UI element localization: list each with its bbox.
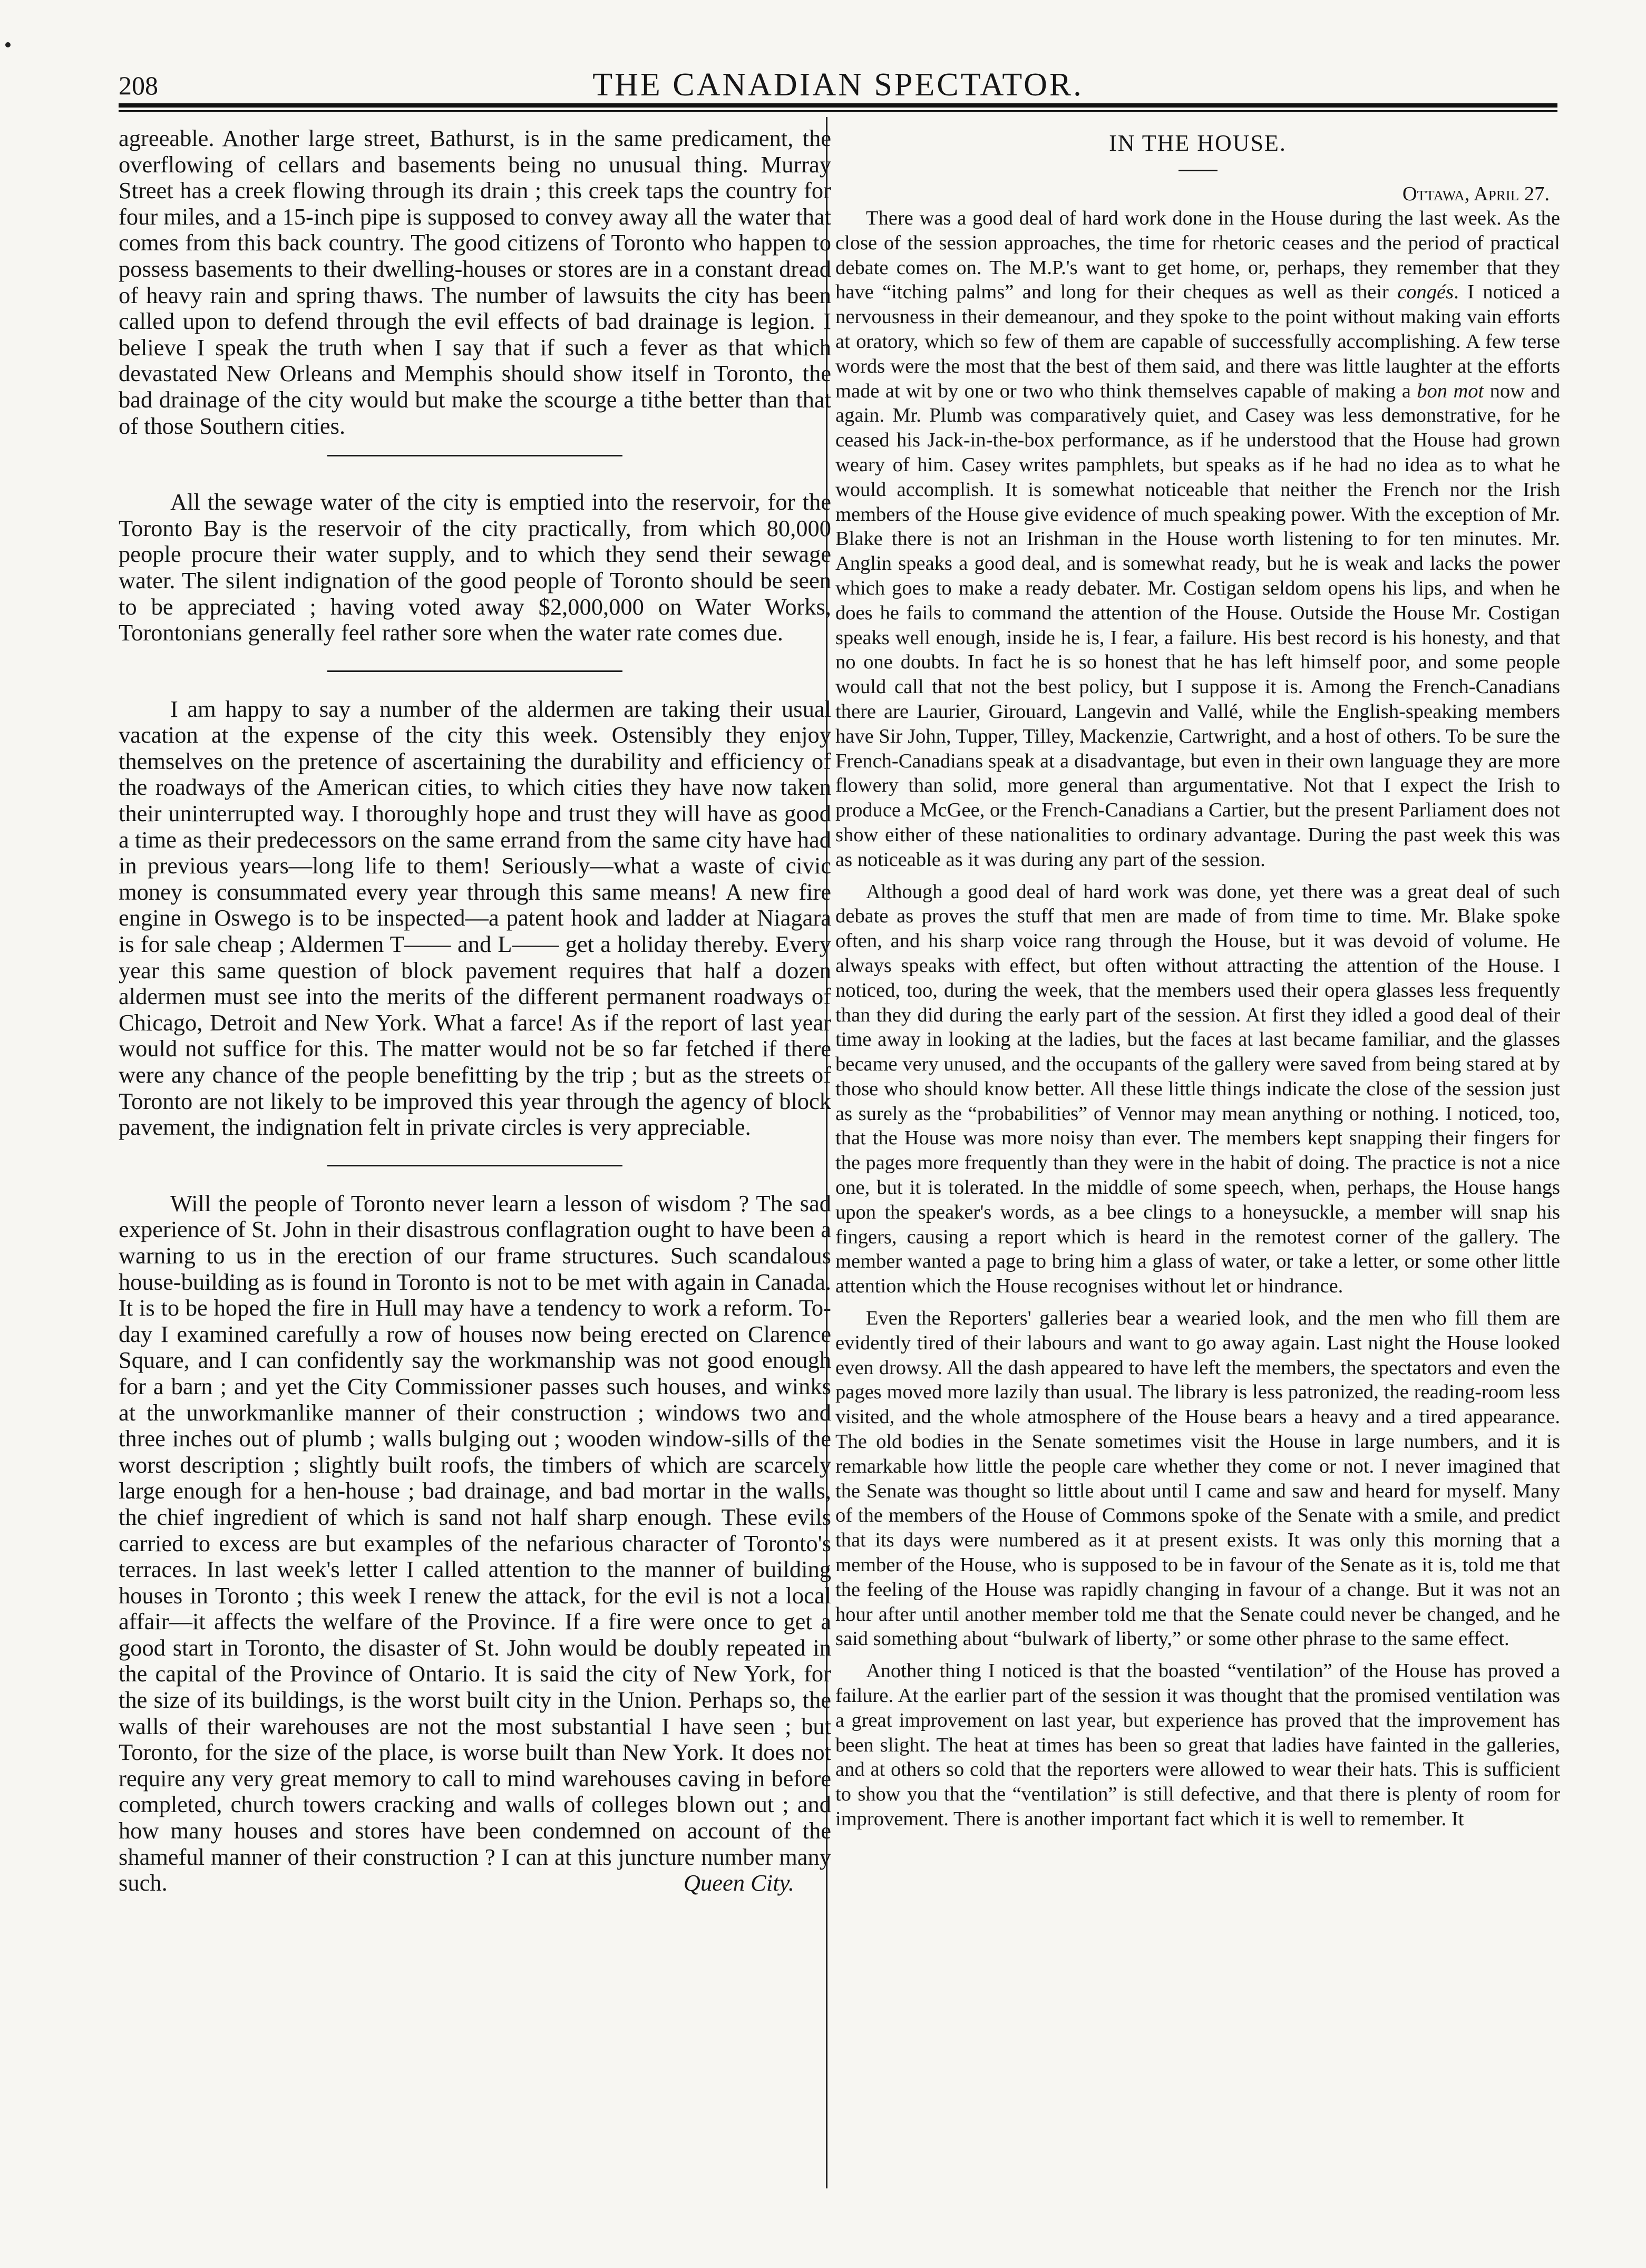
left-paragraph-1: agreeable. Another large street, Bathurst, is in the same predicament, the overflowing of cellars and basements being no unusual thing. Murray Street has a creek flowing through its drain ; this creek taps the country for four miles, and a 15-inch pipe is supposed to convey away all the water that comes from this back country. The good citizens of Toronto who happen to possess basements to their dwelling-houses or stores are in a constant dread of heavy rain and spring thaws. The number of lawsuits the city has been called upon to defend through the evil effects of bad drainage is legion. I believe I speak the truth when I say that if such a fever as that which devastated New Orleans and Memphis should show itself in Toronto, the bad drainage of the city would but make the scourge a tithe better than that of those Southern cities. [119, 125, 831, 439]
journal-title: THE CANADIAN SPECTATOR. [592, 67, 1084, 103]
right-paragraph-2: Although a good deal of hard work was done, yet there was a great deal of such debate as proves the stuff that men are made of from time to time. Mr. Blake spoke often, and his sharp voice rang through the House, but it was devoid of volume. He always speaks with effect, but often without attracting the attention of the House. I noticed, too, during the week, that the members used their opera glasses less frequently than they did during the early part of the session. At first they idled a good deal of their time away in looking at the ladies, but the faces at last became familiar, and the glasses became very unused, and the occupants of the gallery were saved from being stared at by those who should know better. All these little things indicate the close of the session just as surely as the “probabilities” of Vennor may mean anything or nothing. I noticed, too, that the House was more noisy than ever. The members kept snapping their fingers for the pages more frequently than they were in the habit of doing. The practice is not a nice one, but it is tolerated. In the middle of some speech, when, perhaps, the House hangs upon the speaker's words, as a bee clings to a honeysuckle, a member will snap his fingers, causing a report which is heard in the remotest corner of the gallery. The member wanted a page to bring him a glass of water, or take a letter, or some other little attention which the House recognises without let or hindrance. [835, 880, 1560, 1298]
author-signature: Queen City. [683, 1870, 794, 1896]
section-separator [327, 455, 622, 456]
closing-block [119, 1191, 831, 1896]
italic-term: congés [1397, 281, 1454, 304]
right-column [835, 125, 1560, 1832]
heading-rule [1179, 170, 1218, 171]
section-separator [327, 1165, 622, 1166]
right-paragraph-3: Even the Reporters' galleries bear a wearied look, and the men who fill them are evidently tired of their labours and want to go away again. Last night the House looked even drowsy. All the dash appeared to have left the members, the spectators and even the pages moved more lazily than usual. The library is less patronized, the reading-room less visited, and the whole atmosphere of the House bears a heavy and a tired appearance. The old bodies in the Senate sometimes visit the House in large numbers, and it is remarkable how little the people care whether they come or not. I never imagined that the Senate was thought so little about until I came and saw and heard for myself. Many of the members of the House of Commons spoke of the Senate with a smile, and predict that its days were numbered as it at present exists. It was only this morning that a member of the House, who is supposed to be in favour of the Senate as it is, told me that the feeling of the House was rapidly changing in favour of a change. But it was not an hour after until another member told me that the Senate could never be changed, and he said something about “bulwark of liberty,” or some other phrase to the same effect. [835, 1307, 1560, 1650]
dateline: Ottawa, April 27. [1402, 183, 1550, 205]
right-paragraph-4: Another thing I noticed is that the boasted “ventilation” of the House has proved a failure. At the earlier part of the session it was thought that the promised ventilation was a great improvement on last year, but experience has proved that the improvement has been slight. The heat at times has been so great that ladies have fainted in the galleries, and at others so cold that the reporters were allowed to wear their hats. This is sufficient to show you that the “ventilation” is still defective, and that there is plenty of room for improvement. There is another important fact which it is well to remember. It [835, 1660, 1560, 1830]
left-paragraph-4: Will the people of Toronto never learn a lesson of wisdom ? The sad experience of St. John in their disastrous conflagration ought to have been a warning to us in the erection of our frame structures. Such scandalous house-building as is found in Toronto is not to be met with again in Canada. It is to be hoped the fire in Hull may have a tendency to work a reform. To-day I examined carefully a row of houses now being erected on Clarence Square, and I can confidently say the workmanship was not good enough for a barn ; and yet the City Commissioner passes such houses, and winks at the unworkmanlike manner of their construction ; windows two and three inches out of plumb ; walls bulging out ; wooden window-sills of the worst description ; slightly built roofs, the timbers of which are scarcely large enough for a hen-house ; bad drainage, and bad mortar in the walls, the chief ingredient of which is sand not half sharp enough. These evils carried to excess are but examples of the nefarious character of Toronto's terraces. In last week's letter I called attention to the manner of building houses in Toronto ; this week I renew the attack, for the evil is not a local affair—it affects the welfare of the Province. If a fire were once to get a good start in Toronto, the disaster of St. John would be doubly repeated in the capital of the Province of Ontario. It is said the city of New York, for the size of its buildings, is the worst built city in the Union. Perhaps so, the walls of their warehouses are not the most substantial I have seen ; but Toronto, for the size of the place, is worse built than New York. It does not require any very great memory to call to mind warehouses caving in before completed, church towers cracking and walls of colleges blown out ; and how many houses and stores have been condemned on account of the shameful manner of their construction ? I can at this juncture number many such. [119, 1190, 831, 1896]
masthead [119, 66, 1557, 104]
header-double-rule [119, 103, 1557, 112]
left-paragraph-2: All the sewage water of the city is emptied into the reservoir, for the Toronto Bay is the reservoir of the city practically, from which 80,000 people procure their water supply, and to which they send their sewage water. The silent indignation of the good people of Toronto should be seen to be appreciated ; having voted away $2,000,000 on Water Works, Torontonians generally feel rather sore when the water rate comes due. [119, 489, 831, 646]
italic-term: bon mot [1417, 379, 1484, 402]
text-run: There was a good deal of hard work done in the House during the last week. As the close of the session approaches, the time for rhetoric ceases and the period of practical debate comes on. The M.P.'s want to get home, or, perhaps, they remember that they have “itching palms” and long for their cheques as well as their [835, 207, 1560, 304]
text-run: . I noticed a nervousness in their demeanour, and they spoke to the point without making vain efforts at oratory, which so few of them are capable of successfully accomplishing. A few terse words were the most that the best of them said, and there was little laughter at the efforts made at wit by one or two who think themselves capable of making a [835, 281, 1560, 402]
left-column [119, 125, 831, 1896]
text-run: now and again. Mr. Plumb was comparatively quiet, and Casey was less demonstrative, for he ceased his Jack-in-the-box performance, as if he understood that the House had grown weary of him. Casey writes pamphlets, but speaks as if he had no idea as to what he would accomplish. It is somewhat noticeable that neither the French nor the Irish members of the House give evidence of much speaking power. With the exception of Mr. Blake there is not an Irishman in the House worth listening to for ten minutes. Mr. Anglin speaks a good deal, and is somewhat ready, but he is weak and lacks the power which goes to make a ready debater. Mr. Costigan seldom opens his lips, and when he does he fails to command the attention of the House. Outside the House Mr. Costigan speaks well enough, inside he is, I fear, a failure. His best record is his honesty, and that no one doubts. In fact he is so honest that he has left himself poor, and some people would call that not the best policy, but I suppose it is. Among the French-Canadians there are Laurier, Girouard, Langevin and Vallé, while the English-speaking members have Sir John, Tupper, Tilley, Mackenzie, Cartwright, and a host of others. To be sure the French-Canadians speak at a disadvantage, but even in their own language they are more flowery than solid, more general than argumentative. Not that I expect the Irish to produce a McGee, or the French-Canadians a Cartier, but the present Parliament does not show either of these nationalities to ordinary advantage. During the past week this was as noticeable as it was during any part of the session. [835, 379, 1560, 871]
section-separator [327, 670, 622, 672]
article-heading: IN THE HOUSE. [1109, 130, 1287, 156]
margin-mark [5, 42, 11, 47]
left-paragraph-3: I am happy to say a number of the aldermen are taking their usual vacation at the expense of the city this week. Ostensibly they enjoy themselves on the pretence of ascertaining the durability and efficiency of the roadways of the American cities, to which cities they have now taken their uninterrupted way. I thoroughly hope and trust they will have as good a time as their predecessors on the same errand from the same city have had in previous years—long life to them! Seriously—what a waste of civic money is consummated every year through this same means! A new fire engine in Oswego is to be inspected—a patent hook and ladder at Niagara is for sale cheap ; Aldermen T—— and L—— get a holiday thereby. Every year this same question of block pavement requires that half a dozen aldermen must see into the merits of the different permanent roadways of Chicago, Detroit and New York. What a farce! As if the report of last year would not suffice for this. The matter would not be so far fetched if there were any chance of the people benefitting by the trip ; but as the streets of Toronto are not likely to be improved this year through the agency of block pavement, the indignation felt in private circles is very appreciable. [119, 695, 831, 1141]
right-paragraph-1 [835, 206, 1560, 872]
page-number: 208 [119, 71, 158, 100]
